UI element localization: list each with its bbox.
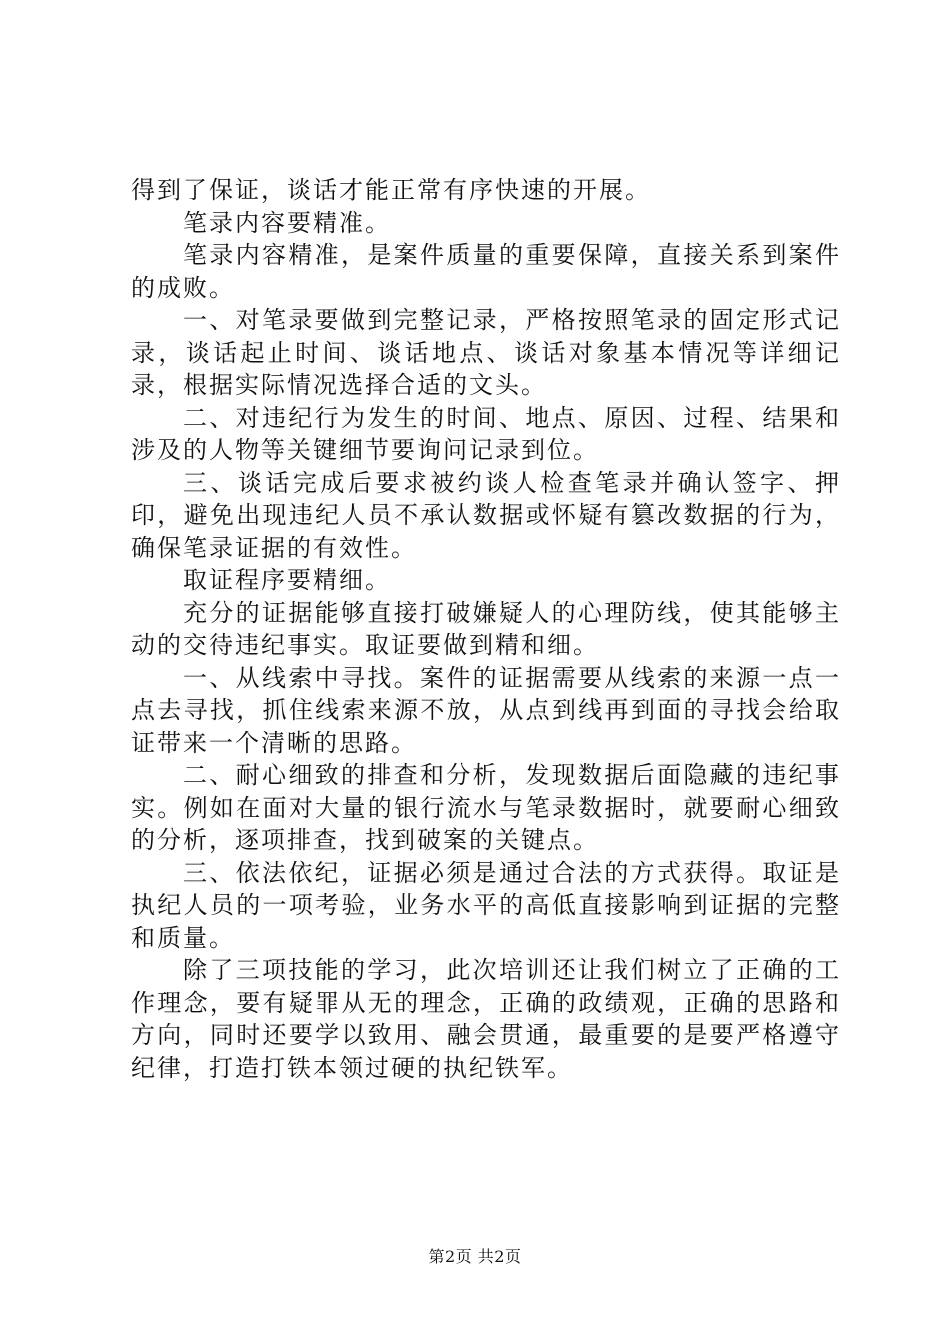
page-footer bbox=[0, 1244, 950, 1267]
paragraph-3: 笔录内容精准，是案件质量的重要保障，直接关系到案件的成败。 bbox=[131, 241, 841, 302]
paragraph-12: 除了三项技能的学习，此次培训还让我们树立了正确的工作理念，要有疑罪从无的理念，正确的政绩观，正确的思路和方向，同时还要学以致用、融会贯通，最重要的是要严格遵守纪律，打造打铁本领过硬的执纪铁军。 bbox=[131, 956, 841, 1082]
paragraph-9: 一、从线索中寻找。案件的证据需要从线索的来源一点一点去寻找，抓住线索来源不放，从点到线再到面的寻找会给取证带来一个清晰的思路。 bbox=[131, 663, 841, 757]
paragraph-2: 笔录内容要精准。 bbox=[183, 208, 391, 237]
paragraph-10: 二、耐心细致的排查和分析，发现数据后面隐藏的违纪事实。例如在面对大量的银行流水与笔录数据时，就要耐心细致的分析，逐项排查，找到破案的关键点。 bbox=[131, 761, 841, 854]
paragraph-5: 二、对违纪行为发生的时间、地点、原因、过程、结果和涉及的人物等关键细节要询问记录到位。 bbox=[131, 403, 841, 464]
paragraph-8: 充分的证据能够直接打破嫌疑人的心理防线，使其能够主动的交待违纪事实。取证要做到精和细。 bbox=[131, 598, 841, 659]
document-body bbox=[131, 174, 841, 1084]
page-number-label: 第2页 共2页 bbox=[428, 1247, 522, 1266]
paragraph-7: 取证程序要精细。 bbox=[183, 566, 391, 594]
paragraph-1: 得到了保证，谈话才能正常有序快速的开展。 bbox=[131, 176, 651, 204]
paragraph-11: 三、依法依纪，证据必须是通过合法的方式获得。取证是执纪人员的一项考验，业务水平的高低直接影响到证据的完整和质量。 bbox=[131, 858, 841, 952]
paragraph-4: 一、对笔录要做到完整记录，严格按照笔录的固定形式记录，谈话起止时间、谈话地点、谈话对象基本情况等详细记录，根据实际情况选择合适的文头。 bbox=[131, 306, 841, 399]
paragraph-6: 三、谈话完成后要求被约谈人检查笔录并确认签字、押印，避免出现违纪人员不承认数据或怀疑有篡改数据的行为，确保笔录证据的有效性。 bbox=[131, 468, 841, 562]
